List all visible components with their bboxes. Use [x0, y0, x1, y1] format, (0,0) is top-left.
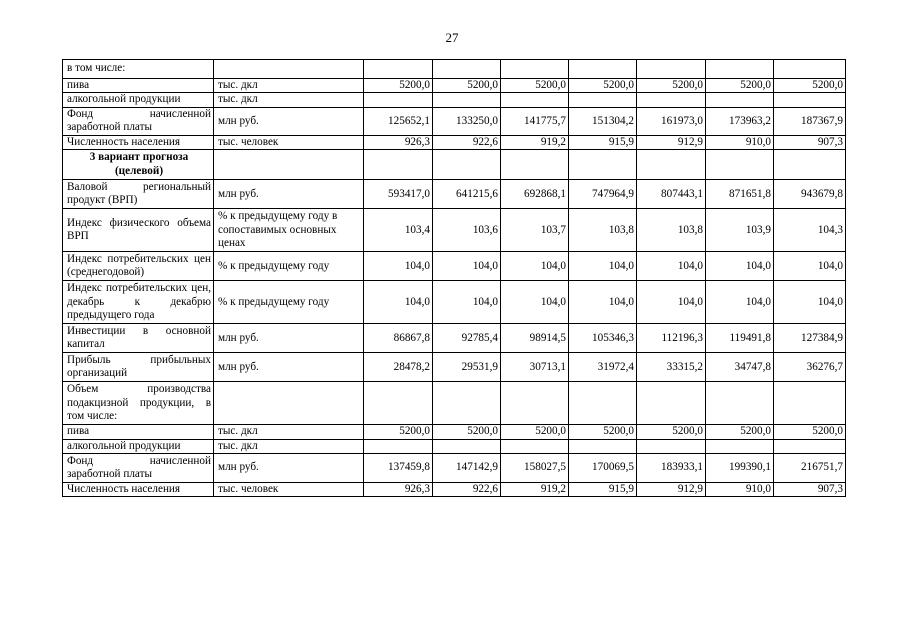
- value-cell: 133250,0: [433, 107, 501, 135]
- table-row: [63, 382, 846, 425]
- value-cell: 125652,1: [364, 107, 433, 135]
- table-row: [63, 79, 846, 93]
- value-cell: 912,9: [637, 135, 706, 149]
- value-cell: 103,8: [637, 209, 706, 252]
- unit-cell: млн руб.: [214, 107, 364, 135]
- value-cell: [637, 439, 706, 453]
- table-row: [63, 454, 846, 483]
- value-cell: 112196,3: [637, 324, 706, 353]
- value-cell: 104,0: [364, 252, 433, 281]
- value-cell: 910,0: [706, 483, 774, 497]
- value-cell: 104,0: [433, 252, 501, 281]
- value-cell: [569, 150, 637, 180]
- table-row: [63, 324, 846, 353]
- value-cell: 170069,5: [569, 454, 637, 483]
- table-row: [63, 107, 846, 135]
- table-row: [63, 180, 846, 209]
- value-cell: 187367,9: [774, 107, 846, 135]
- value-cell: 926,3: [364, 483, 433, 497]
- indicator-name: в том числе:: [63, 60, 214, 79]
- unit-cell: тыс. дкл: [214, 425, 364, 439]
- table-row: [63, 483, 846, 497]
- value-cell: 5200,0: [433, 425, 501, 439]
- value-cell: 807443,1: [637, 180, 706, 209]
- value-cell: [433, 60, 501, 79]
- value-cell: 33315,2: [637, 353, 706, 382]
- value-cell: 151304,2: [569, 107, 637, 135]
- value-cell: 5200,0: [774, 425, 846, 439]
- unit-cell: млн руб.: [214, 324, 364, 353]
- value-cell: 907,3: [774, 483, 846, 497]
- value-cell: 104,0: [501, 252, 569, 281]
- value-cell: [706, 150, 774, 180]
- value-cell: 103,7: [501, 209, 569, 252]
- unit-cell: [214, 150, 364, 180]
- value-cell: 104,0: [501, 281, 569, 324]
- value-cell: [433, 93, 501, 107]
- value-cell: 36276,7: [774, 353, 846, 382]
- unit-cell: тыс. человек: [214, 135, 364, 149]
- indicator-name: пива: [63, 79, 214, 93]
- indicator-name: Инвестиции в основной капитал: [63, 324, 214, 353]
- value-cell: [364, 93, 433, 107]
- indicator-name: Прибыль прибыльных организаций: [63, 353, 214, 382]
- value-cell: 103,4: [364, 209, 433, 252]
- value-cell: 158027,5: [501, 454, 569, 483]
- value-cell: 5200,0: [569, 79, 637, 93]
- value-cell: 104,0: [569, 281, 637, 324]
- unit-cell: млн руб.: [214, 180, 364, 209]
- value-cell: 912,9: [637, 483, 706, 497]
- forecast-table: [62, 59, 846, 497]
- value-cell: 127384,9: [774, 324, 846, 353]
- value-cell: 5200,0: [364, 425, 433, 439]
- value-cell: 104,0: [774, 281, 846, 324]
- value-cell: 593417,0: [364, 180, 433, 209]
- value-cell: 692868,1: [501, 180, 569, 209]
- indicator-name: алкогольной продукции: [63, 93, 214, 107]
- value-cell: 92785,4: [433, 324, 501, 353]
- value-cell: 137459,8: [364, 454, 433, 483]
- value-cell: 103,8: [569, 209, 637, 252]
- value-cell: 34747,8: [706, 353, 774, 382]
- value-cell: 28478,2: [364, 353, 433, 382]
- value-cell: [433, 382, 501, 425]
- value-cell: 161973,0: [637, 107, 706, 135]
- value-cell: [774, 150, 846, 180]
- indicator-name: Численность населения: [63, 483, 214, 497]
- value-cell: 105346,3: [569, 324, 637, 353]
- indicator-name: Валовой региональный продукт (ВРП): [63, 180, 214, 209]
- table-row: [63, 135, 846, 149]
- unit-cell: % к предыдущему году: [214, 281, 364, 324]
- value-cell: [706, 60, 774, 79]
- unit-cell: млн руб.: [214, 353, 364, 382]
- unit-cell: тыс. дкл: [214, 439, 364, 453]
- indicator-name: Фонд начисленной заработной платы: [63, 107, 214, 135]
- value-cell: [569, 439, 637, 453]
- unit-cell: тыс. дкл: [214, 93, 364, 107]
- indicator-name: алкогольной продукции: [63, 439, 214, 453]
- value-cell: 104,0: [433, 281, 501, 324]
- table-row: [63, 209, 846, 252]
- value-cell: 30713,1: [501, 353, 569, 382]
- value-cell: 943679,8: [774, 180, 846, 209]
- value-cell: [501, 93, 569, 107]
- value-cell: 926,3: [364, 135, 433, 149]
- unit-cell: тыс. человек: [214, 483, 364, 497]
- value-cell: 29531,9: [433, 353, 501, 382]
- value-cell: 922,6: [433, 135, 501, 149]
- value-cell: [501, 60, 569, 79]
- value-cell: [501, 382, 569, 425]
- section-heading: 3 вариант прогноза (целевой): [63, 150, 214, 180]
- unit-cell: [214, 60, 364, 79]
- value-cell: [774, 382, 846, 425]
- value-cell: 641215,6: [433, 180, 501, 209]
- value-cell: [364, 439, 433, 453]
- value-cell: 141775,7: [501, 107, 569, 135]
- indicator-name: Численность населения: [63, 135, 214, 149]
- value-cell: 119491,8: [706, 324, 774, 353]
- table-row: [63, 425, 846, 439]
- value-cell: 104,0: [774, 252, 846, 281]
- value-cell: 86867,8: [364, 324, 433, 353]
- indicator-name: Индекс потребительских цен (среднегодовой): [63, 252, 214, 281]
- value-cell: 919,2: [501, 135, 569, 149]
- value-cell: [637, 382, 706, 425]
- value-cell: [569, 382, 637, 425]
- value-cell: 104,0: [706, 281, 774, 324]
- value-cell: 5200,0: [501, 79, 569, 93]
- value-cell: 5200,0: [706, 79, 774, 93]
- value-cell: [364, 150, 433, 180]
- indicator-name: пива: [63, 425, 214, 439]
- value-cell: 5200,0: [501, 425, 569, 439]
- value-cell: 31972,4: [569, 353, 637, 382]
- value-cell: 173963,2: [706, 107, 774, 135]
- value-cell: 104,0: [364, 281, 433, 324]
- indicator-name: Индекс потребительских цен, декабрь к декабрю предыдущего года: [63, 281, 214, 324]
- value-cell: [501, 439, 569, 453]
- value-cell: 104,3: [774, 209, 846, 252]
- value-cell: 98914,5: [501, 324, 569, 353]
- value-cell: 5200,0: [569, 425, 637, 439]
- value-cell: 747964,9: [569, 180, 637, 209]
- value-cell: [569, 60, 637, 79]
- table-row: [63, 60, 846, 79]
- table-row: [63, 439, 846, 453]
- value-cell: 104,0: [569, 252, 637, 281]
- value-cell: 104,0: [637, 252, 706, 281]
- value-cell: 910,0: [706, 135, 774, 149]
- value-cell: 871651,8: [706, 180, 774, 209]
- indicator-name: Индекс физического объема ВРП: [63, 209, 214, 252]
- value-cell: 5200,0: [364, 79, 433, 93]
- value-cell: 5200,0: [774, 79, 846, 93]
- value-cell: 104,0: [706, 252, 774, 281]
- value-cell: 216751,7: [774, 454, 846, 483]
- value-cell: 922,6: [433, 483, 501, 497]
- indicator-name: Фонд начисленной заработной платы: [63, 454, 214, 483]
- value-cell: 5200,0: [637, 425, 706, 439]
- table-row: [63, 281, 846, 324]
- value-cell: [501, 150, 569, 180]
- table-row: [63, 353, 846, 382]
- value-cell: 183933,1: [637, 454, 706, 483]
- value-cell: [774, 93, 846, 107]
- value-cell: [774, 439, 846, 453]
- value-cell: 915,9: [569, 483, 637, 497]
- value-cell: 919,2: [501, 483, 569, 497]
- value-cell: [637, 60, 706, 79]
- value-cell: [364, 382, 433, 425]
- value-cell: [637, 150, 706, 180]
- value-cell: [569, 93, 637, 107]
- table-row: [63, 252, 846, 281]
- unit-cell: тыс. дкл: [214, 79, 364, 93]
- page-number: 27: [445, 30, 459, 45]
- value-cell: 147142,9: [433, 454, 501, 483]
- value-cell: 103,9: [706, 209, 774, 252]
- unit-cell: млн руб.: [214, 454, 364, 483]
- value-cell: [706, 439, 774, 453]
- value-cell: [706, 93, 774, 107]
- value-cell: [637, 93, 706, 107]
- unit-cell: [214, 382, 364, 425]
- value-cell: 907,3: [774, 135, 846, 149]
- value-cell: [433, 150, 501, 180]
- value-cell: 5200,0: [637, 79, 706, 93]
- value-cell: 104,0: [637, 281, 706, 324]
- unit-cell: % к предыдущему году в сопоставимых основных ценах: [214, 209, 364, 252]
- table-section-heading-row: [63, 150, 846, 180]
- value-cell: 103,6: [433, 209, 501, 252]
- value-cell: [706, 382, 774, 425]
- value-cell: 199390,1: [706, 454, 774, 483]
- indicator-name: Объем производства подакцизной продукции, в том числе:: [63, 382, 214, 425]
- value-cell: [364, 60, 433, 79]
- value-cell: [433, 439, 501, 453]
- table-row: [63, 93, 846, 107]
- value-cell: 5200,0: [433, 79, 501, 93]
- value-cell: [774, 60, 846, 79]
- value-cell: 915,9: [569, 135, 637, 149]
- unit-cell: % к предыдущему году: [214, 252, 364, 281]
- value-cell: 5200,0: [706, 425, 774, 439]
